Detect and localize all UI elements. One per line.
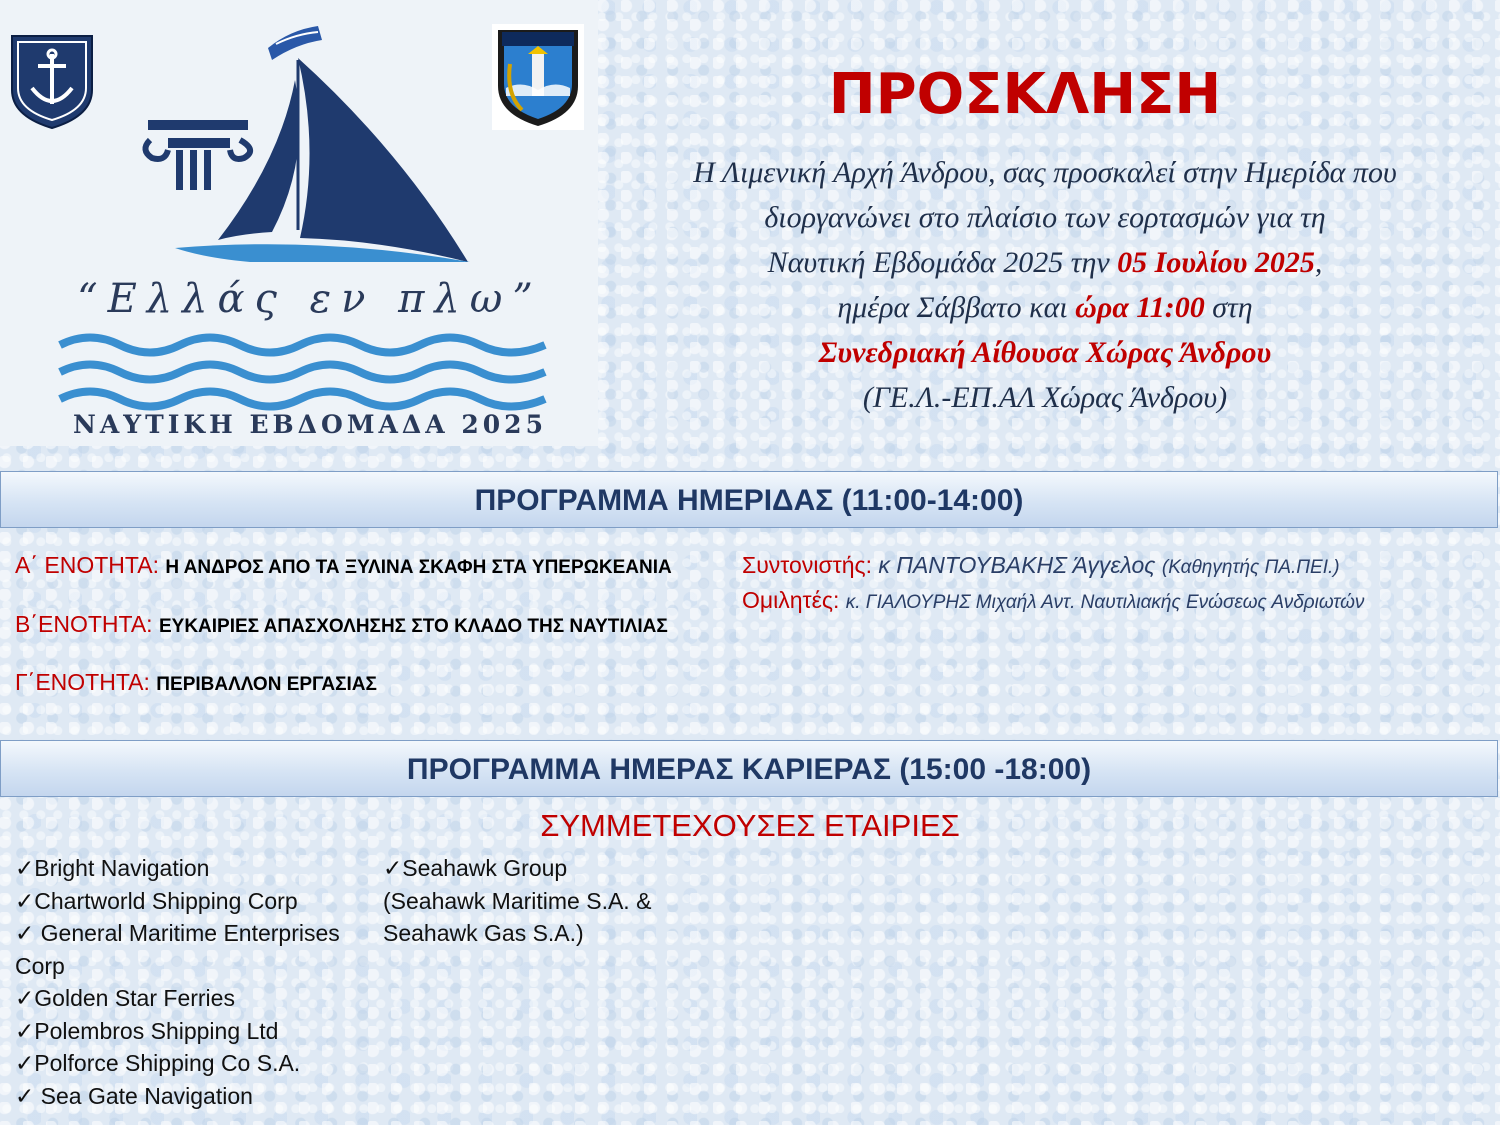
companies-list-left [15,852,340,1112]
event-time: ώρα 11:00 [1075,291,1205,324]
career-day-heading: ΠΡΟΓΡΑΜΜΑ ΗΜΕΡΑΣ ΚΑΡΙΕΡΑΣ (15:00 -18:00) [0,740,1498,797]
list-item: ✓Chartworld Shipping Corp [15,887,298,914]
list-item: ✓Bright Navigation [15,855,210,881]
list-item: ✓Seahawk Group [383,855,568,881]
speakers-role: Ομιλητές: [742,587,840,613]
event-venue-detail: (ΓΕ.Λ.-ΕΠ.ΑΛ Χώρας Άνδρου) [862,381,1228,414]
coordinator [742,552,1340,579]
invitation-text [600,150,1490,420]
companies-title: ΣΥΜΜΕΤΕΧΟΥΣΕΣ ΕΤΑΙΡΙΕΣ [540,808,960,843]
section-label: Γ΄ΕΝΟΤΗΤΑ: [15,669,150,695]
section-topic: ΠΕΡΙΒΑΛΛΟΝ ΕΡΓΑΣΙΑΣ [156,674,377,695]
section-topic: ΕΥΚΑΙΡΙΕΣ ΑΠΑΣΧΟΛΗΣΗΣ ΣΤΟ ΚΛΑΔΟ ΤΗΣ ΝΑΥΤΙΛΙΑΣ [158,616,668,637]
event-date: 05 Ιουλίου 2025 [1117,246,1315,279]
speakers-name: κ. ΓΙΑΛΟΥΡΗΣ Μιχαήλ Αντ. Ναυτιλιακής Ενώσεως Ανδριωτών [845,592,1365,613]
hellenic-navy-emblem [8,30,96,135]
invitation-line [600,285,1490,330]
logo-slogan: “Ελλάς εν πλω” [77,276,543,322]
invitation-text-part: ημέρα Σάββατο και [837,291,1068,324]
companies-list-right [383,852,651,950]
anchor-shield-icon [8,30,96,130]
coast-guard-shield-icon [492,24,584,130]
invitation-line [600,240,1490,285]
invitation-text-part: Ναυτική Εβδομάδα 2025 την [767,246,1110,279]
invitation-text-part: στη [1212,291,1253,324]
speakers [742,587,1364,614]
section-b [15,611,668,638]
list-item: ✓Golden Star Ferries [15,985,235,1011]
invitation-text-part: , [1314,246,1323,279]
section-label: Α΄ ΕΝΟΤΗΤΑ: [15,552,159,578]
list-item: ✓ Sea Gate Navigation [15,1082,253,1109]
event-venue: Συνεδριακή Αίθουσα Χώρας Άνδρου [818,336,1272,369]
seminar-program-heading: ΠΡΟΓΡΑΜΜΑ ΗΜΕΡΙΔΑΣ (11:00-14:00) [0,471,1498,528]
coordinator-name: κ ΠΑΝΤΟΥΒΑΚΗΣ Άγγελος [878,552,1156,578]
invitation-line: Η Λιμενική Αρχή Άνδρου, σας προσκαλεί στην Ημερίδα που [693,156,1397,189]
invitation-line: διοργανώνει στο πλαίσιο των εορτασμών για τη [764,201,1326,234]
coordinator-role: Συντονιστής: [742,552,873,578]
page-title: ΠΡΟΣΚΛΗΣΗ [828,62,1222,127]
list-item: ✓Polforce Shipping Co S.A. [15,1050,301,1076]
list-item: Seahawk Gas S.A.) [383,920,584,946]
list-item: ✓ General Maritime Enterprises [15,920,340,946]
list-item: Corp [15,952,65,979]
coast-guard-emblem [492,24,584,130]
logo-caption: ΝΑΥΤΙΚΗ ΕΒΔΟΜΑΔΑ 2025 [73,410,547,439]
section-a [15,552,672,579]
coordinator-detail: (Καθηγητής ΠΑ.ΠΕΙ.) [1161,557,1340,578]
list-item: (Seahawk Maritime S.A. & [383,887,652,914]
section-label: Β΄ΕΝΟΤΗΤΑ: [15,611,153,637]
section-topic: Η ΑΝΔΡΟΣ ΑΠΟ ΤΑ ΞΥΛΙΝΑ ΣΚΑΦΗ ΣΤΑ ΥΠΕΡΩΚΕΑΝΙΑ [165,557,672,578]
list-item: ✓Polembros Shipping Ltd [15,1017,279,1044]
section-c [15,669,377,696]
